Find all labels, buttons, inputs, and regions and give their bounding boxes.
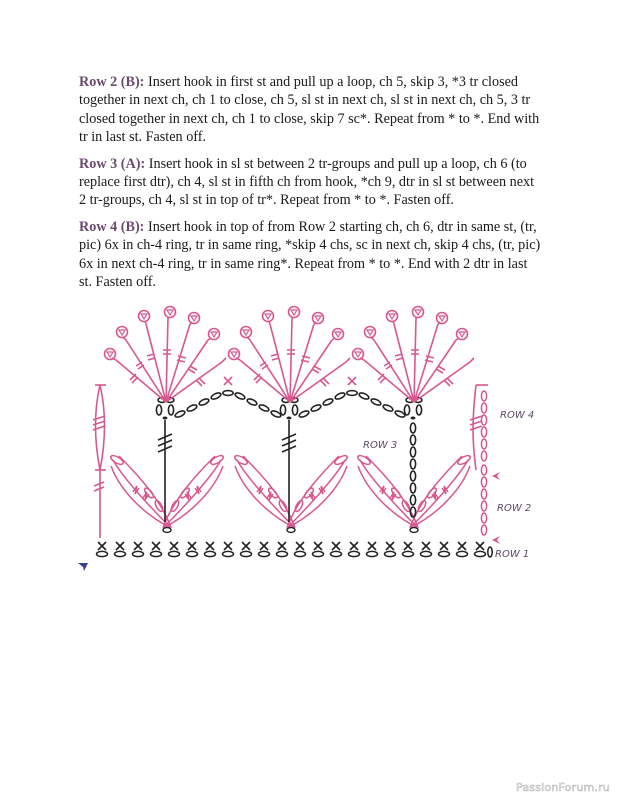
watermark: PassionForum.ru — [516, 781, 610, 794]
row-2-text: Insert hook in first st and pull up a loop, ch 5, skip 3, *3 tr closed together in next ch, ch 1 to close, ch 5, sl st in next ch, sl st in next ch, ch 5, 3 tr closed together in next ch, ch 1 to close, skip 7 sc*. Repeat from * to *. End with tr in last st. Fasten off. — [79, 74, 540, 146]
row-4-fans — [93, 307, 488, 471]
row-3-label: ROW 3 — [363, 440, 398, 451]
row-start-arrow-icon — [492, 536, 500, 544]
row-1-label: ROW 1 — [495, 549, 530, 560]
row-3-text: Insert hook in sl st between 2 tr-groups and pull up a loop, ch 6 (to replace first dtr), ch 4, sl st in fifth ch from hook, *ch 9, dtr in sl st between next 2 tr-groups, ch 4, sl st in top of tr*. Repeat from * to *. Fasten off. — [79, 155, 535, 209]
row-3-label: Row 3 (A): — [79, 155, 146, 172]
row-4-text: Insert hook in top of from Row 2 starting ch, ch 6, dtr in same st, (tr, pic) 6x in ch-4 ring, tr in same ring, *skip 4 chs, sc in next ch, skip 4 chs, (tr, pic) 6x in next ch-4 ring, tr in same ring*. Repeat from * to *. End with 2 dtr in last st. Fasten off. — [79, 218, 541, 291]
row-start-arrow-icon — [492, 472, 500, 480]
row-4-label: ROW 4 — [500, 410, 535, 421]
row-4-label: Row 4 (B): — [79, 218, 145, 235]
row-2-tr-groups — [94, 454, 487, 538]
start-marker-icon — [78, 563, 88, 571]
row-2-label: Row 2 (B): — [79, 74, 145, 90]
row-1-sc — [97, 542, 493, 557]
row-2-label: ROW 2 — [497, 503, 532, 514]
